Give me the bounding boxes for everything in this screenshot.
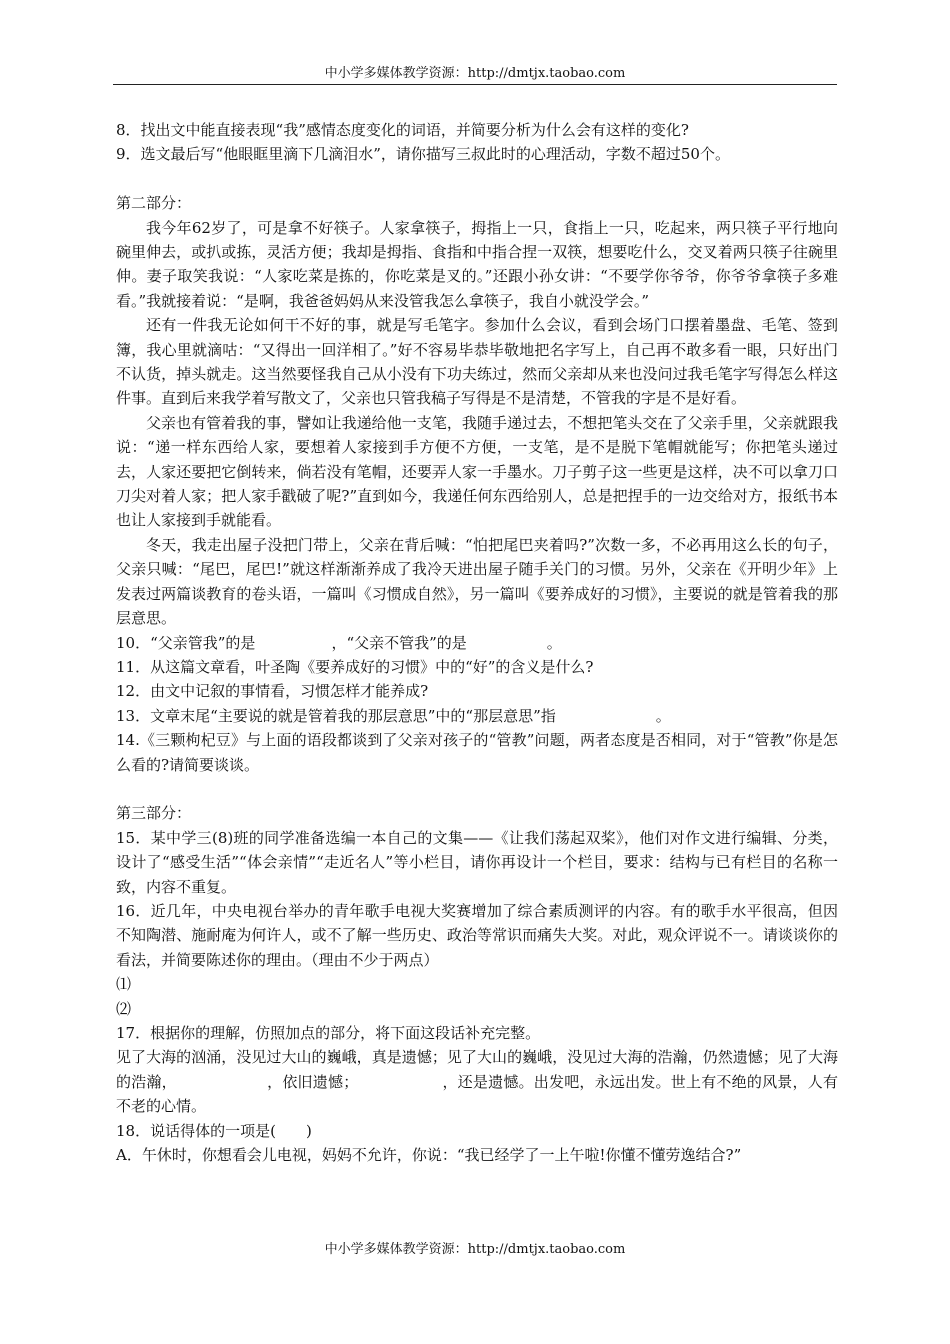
part2-title: 第二部分：	[116, 194, 192, 213]
part3-title: 第三部分：	[116, 804, 192, 823]
question-17-text-b: ，依旧遗憾；	[266, 1072, 359, 1091]
question-8: 8．找出文中能直接表现“我”感情态度变化的词语，并简要分析为什么会有这样的变化?	[116, 121, 689, 139]
question-18-option-a: A．午休时，你想看会儿电视，妈妈不允许，你说：“我已经学了一上午啦!你懂不懂劳逸结合?”	[116, 1146, 742, 1165]
question-11: 11．从这篇文章看，叶圣陶《要养成好的习惯》中的“好”的含义是什么?	[116, 657, 594, 676]
question-15: 15．某中学三(8)班的同学准备选编一本自己的文集——《让我们荡起双桨》，他们对作文进行编辑、分类，设计了“感受生活”“体会亲情”“走近名人”等小栏目，请你再设计一个栏目，要求：结构与已有栏目的名称一致，内容不重复。	[116, 828, 838, 896]
page-header: 中小学多媒体教学资源：http://dmtjx.taobao.com	[324, 66, 626, 81]
question-18: 18．说话得体的一项是( )	[116, 1121, 312, 1140]
question-17-passage	[116, 1045, 838, 1118]
question-14: 14.《三颗枸杞豆》与上面的语段都谈到了父亲对孩子的“管教”问题，两者态度是否相同，对于“管教”你是怎么看的?请简要谈谈。	[116, 731, 838, 774]
question-17-text-c: ，还是遗憾。出发吧，永远出发。世上有不绝的风景，人有不老的心情。	[116, 1072, 838, 1116]
spacer	[116, 777, 838, 801]
document-body	[116, 118, 838, 1167]
question-13-end: 。	[655, 706, 671, 725]
question-17-text-a: 见了大海的汹涌，没见过大山的巍峨，真是遗憾；见了大山的巍峨，没见过大海的浩瀚，仍然遗憾；见了大海的浩瀚，	[116, 1048, 838, 1091]
passage-paragraph-3: 父亲也有管着我的事，譬如让我递给他一支笔，我随手递过去，不想把笔头交在了父亲手里，父亲就跟我说：“递一样东西给人家，要想着人家接到手方便不方便，一支笔，是不是脱下笔帽就能写；你把笔头递过去，人家还要把它倒转来，倘若没有笔帽，还要弄人家一手墨水。刀子剪子这一些更是这样，决不可以拿刀口刀尖对着人家；把人家手戳破了呢?”直到如今，我递任何东西给别人，总是把捏手的一边交给对方，报纸书本也让人家接到手就能看。	[116, 413, 838, 530]
question-13	[116, 704, 838, 728]
answer-line-2: ⑵	[116, 999, 132, 1018]
passage-paragraph-4: 冬天，我走出屋子没把门带上，父亲在背后喊：“怕把尾巴夹着吗?”次数一多，不必再用这么长的句子，父亲只喊：“尾巴，尾巴!”就这样渐渐养成了我冷天进出屋子随手关门的习惯。另外，父亲在《开明少年》上发表过两篇谈教育的卷头语，一篇叫《习惯成自然》，另一篇叫《要养成好的习惯》，主要说的就是管着我的那层意思。	[116, 535, 838, 628]
question-10	[116, 631, 838, 655]
passage-paragraph-1: 我今年62岁了，可是拿不好筷子。人家拿筷子，拇指上一只，食指上一只，吃起来，两只筷子平行地向碗里伸去，或扒或拣，灵活方便；我却是拇指、食指和中指合捏一双筷，想要吃什么，交叉着两只筷子往碗里伸。妻子取笑我说：“人家吃菜是拣的，你吃菜是叉的。”还跟小孙女讲：“不要学你爷爷，你爷爷拿筷子多难看。”我就接着说：“是啊，我爸爸妈妈从来没管我怎么拿筷子，我自小就没学会。”	[116, 218, 838, 310]
question-10-end: 。	[546, 633, 562, 652]
question-12: 12．由文中记叙的事情看，习惯怎样才能养成?	[116, 682, 429, 701]
answer-line-1: ⑴	[116, 975, 132, 994]
question-13-part-a: 13．文章末尾“主要说的就是管着我的那层意思”中的“那层意思”指	[116, 706, 556, 725]
header-rule	[113, 84, 837, 85]
question-10-part-b: ，“父亲不管我”的是	[331, 633, 467, 652]
spacer	[116, 167, 838, 191]
question-9: 9．选文最后写“他眼眶里滴下几滴泪水”，请你描写三叔此时的心理活动，字数不超过50个。	[116, 145, 730, 164]
question-10-part-a: 10．“父亲管我”的是	[116, 633, 256, 652]
passage-paragraph-2: 还有一件我无论如何干不好的事，就是写毛笔字。参加什么会议，看到会场门口摆着墨盘、毛笔、签到簿，我心里就滴咕：“又得出一回洋相了。”好不容易毕恭毕敬地把名字写上，自己再不敢多看一眼，只好出门不认货，掉头就走。这当然要怪我自己从小没有下功夫练过，然而父亲却从来也没问过我毛笔字写得怎么样这件事。直到后来我学着写散文了，父亲也只管我稿子写得是不是清楚，不管我的字是不是好看。	[116, 316, 838, 408]
page-footer: 中小学多媒体教学资源：http://dmtjx.taobao.com	[324, 1242, 626, 1257]
question-17: 17．根据你的理解，仿照加点的部分，将下面这段话补充完整。	[116, 1024, 541, 1042]
question-16: 16．近几年，中央电视台举办的青年歌手电视大奖赛增加了综合素质测评的内容。有的歌手水平很高，但因不知陶潜、施耐庵为何许人，或不了解一些历史、政治等常识而痛失大奖。对此，观众评说不一。请谈谈你的看法，并简要陈述你的理由。（理由不少于两点）	[116, 901, 838, 969]
